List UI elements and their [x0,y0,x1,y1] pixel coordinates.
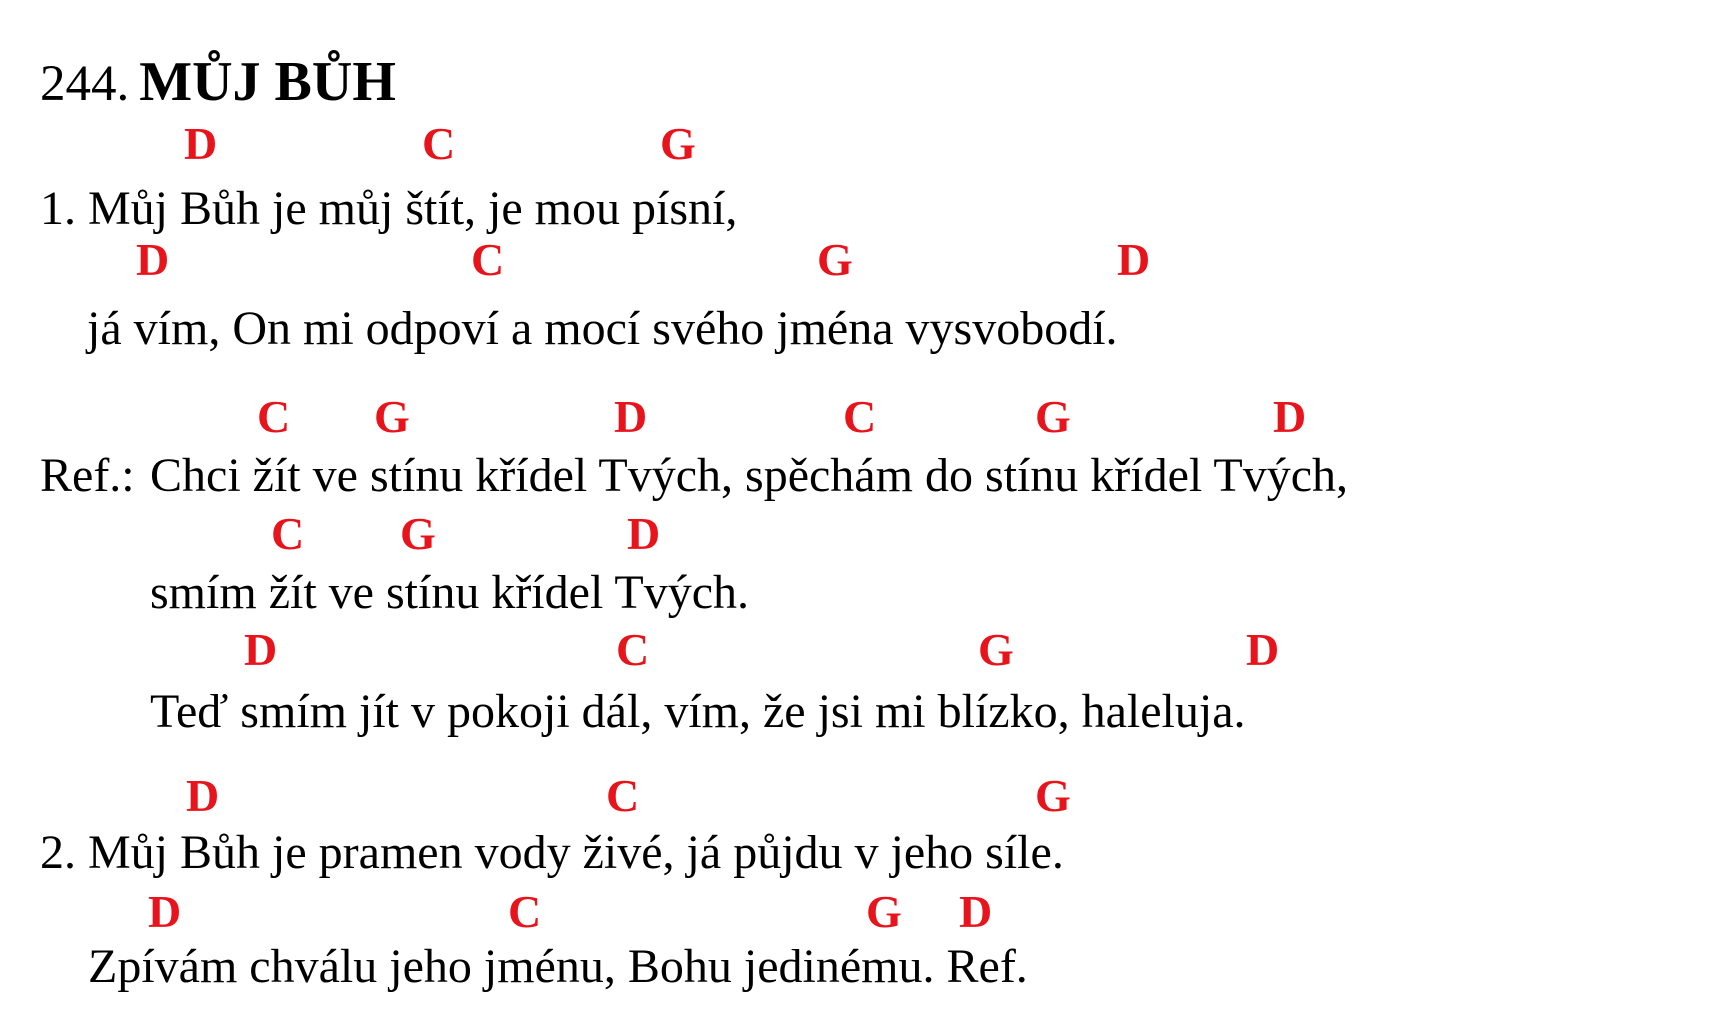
lyric-line: 1. Můj Bůh je můj štít, je mou písní, [40,182,738,235]
chord: D [627,508,661,559]
song-name: MŮJ BŮH [139,51,396,113]
chord: C [616,624,650,675]
chord: C [606,770,640,821]
chord: C [271,508,305,559]
chord: C [422,118,456,169]
lyric-line: já vím, On mi odpoví a mocí svého jména vysvobodí. [87,302,1118,355]
chord: G [1035,391,1071,442]
chord: D [614,391,648,442]
chord: G [817,234,853,285]
chord: G [1035,770,1071,821]
chord: D [1273,391,1307,442]
chord: G [978,624,1014,675]
chord: C [257,391,291,442]
song-title [40,51,396,113]
chord: C [508,886,542,937]
lyric-line: Chci žít ve stínu křídel Tvých, spěchám do stínu křídel Tvých, [150,449,1349,502]
lyric-line: Teď smím jít v pokoji dál, vím, že jsi mi blízko, haleluja. [150,685,1246,738]
chord: G [374,391,410,442]
chord: D [959,886,993,937]
chord: G [866,886,902,937]
chord: D [148,886,182,937]
lyric-line: 2. Můj Bůh je pramen vody živé, já půjdu v jeho síle. [40,826,1064,879]
chord: G [400,508,436,559]
lyric-line: smím žít ve stínu křídel Tvých. [150,566,750,619]
chord: D [186,770,220,821]
chord: D [1117,234,1151,285]
lyric-line: Zpívám chválu jeho jménu, Bohu jedinému. Ref. [88,940,1028,993]
chord: D [1246,624,1280,675]
chord: C [843,391,877,442]
chord: D [184,118,218,169]
refrain-label: Ref.: [40,449,135,502]
chord: C [471,234,505,285]
chord: D [136,234,170,285]
chord: D [244,624,278,675]
chord: G [660,118,696,169]
song-number: 244. [40,56,130,112]
